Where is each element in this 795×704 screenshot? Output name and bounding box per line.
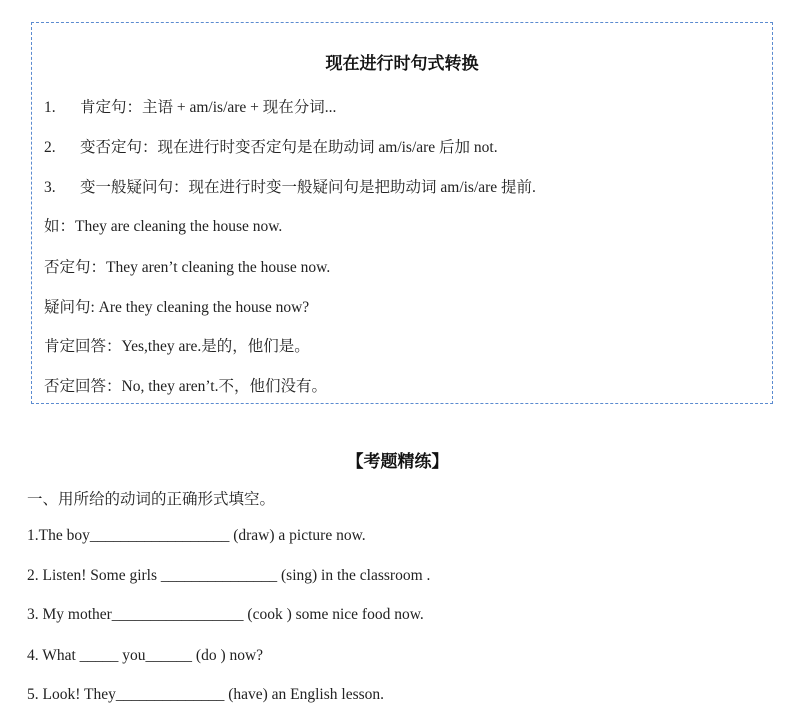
- negative-answer-line: 否定回答：No, they aren’t.不，他们没有。: [44, 378, 327, 395]
- rule-text: 变一般疑问句：现在进行时变一般疑问句是把助动词 am/is/are 提前.: [80, 179, 536, 196]
- rule-number: 3.: [44, 179, 56, 196]
- rule-text: 肯定句：主语 + am/is/are + 现在分词...: [80, 99, 337, 116]
- rule-line: [44, 175, 536, 197]
- rule-line: [44, 135, 498, 157]
- box-title: 现在进行时句式转换: [325, 54, 479, 74]
- exercise-instruction: 一、用所给的动词的正确形式填空。: [27, 491, 276, 508]
- exercise-item: 4. What _____ you______ (do ) now?: [27, 647, 264, 664]
- rule-text: 变否定句：现在进行时变否定句是在助动词 am/is/are 后加 not.: [80, 139, 498, 156]
- negative-line: 否定句：They aren’t cleaning the house now.: [44, 259, 331, 276]
- exercise-item: 1.The boy__________________ (draw) a picture now.: [27, 527, 366, 544]
- example-line: 如：They are cleaning the house now.: [44, 218, 283, 235]
- rule-number: 2.: [44, 139, 56, 156]
- exercise-item: 2. Listen! Some girls _______________ (sing) in the classroom .: [27, 567, 431, 584]
- rule-number: 1.: [44, 99, 56, 116]
- exercise-title: 【考题精练】: [346, 452, 449, 472]
- rule-line: [44, 95, 336, 117]
- question-line: 疑问句: Are they cleaning the house now?: [44, 299, 310, 316]
- exercise-item: 5. Look! They______________ (have) an English lesson.: [27, 686, 385, 703]
- grammar-box: [31, 22, 773, 404]
- positive-answer-line: 肯定回答：Yes,they are.是的，他们是。: [44, 338, 310, 355]
- exercise-item: 3. My mother_________________ (cook ) some nice food now.: [27, 606, 424, 623]
